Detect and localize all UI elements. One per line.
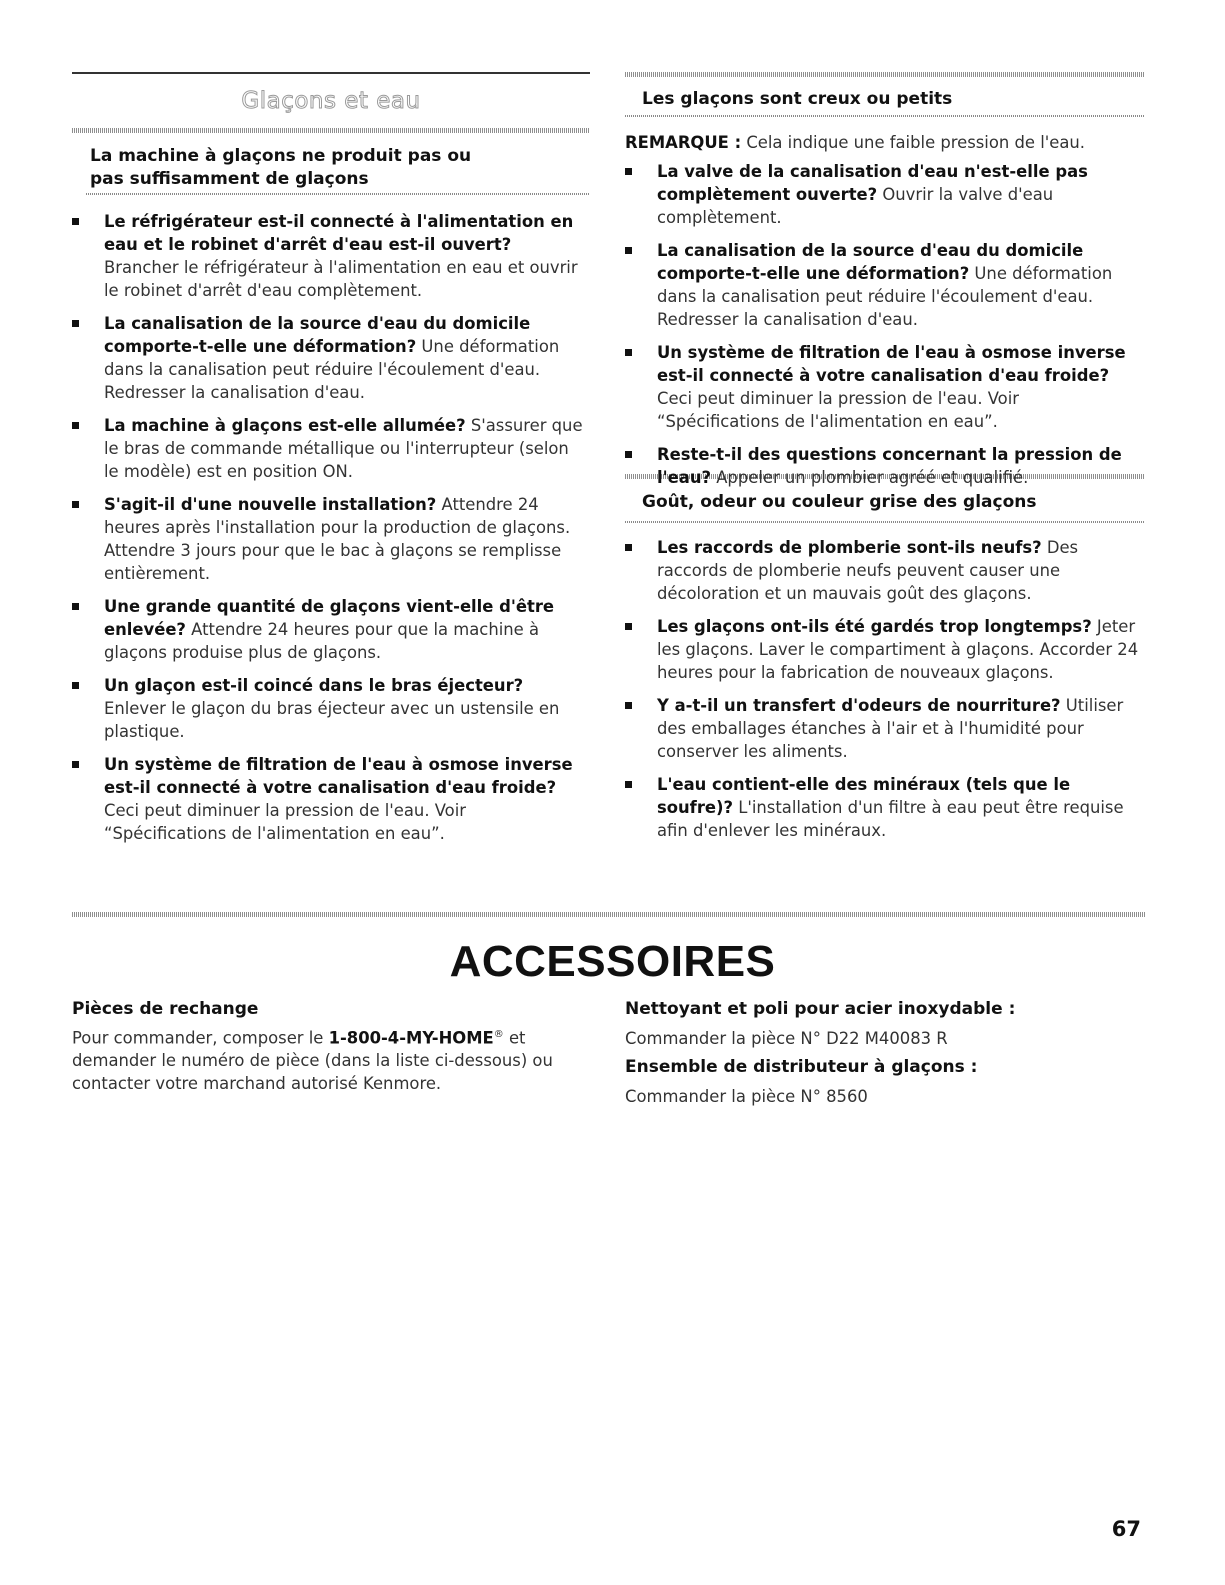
cleaner-part: Commander la pièce N° D22 M40083 R [625, 1029, 948, 1048]
list-item: Le réfrigérateur est-il connecté à l'alimentation en eau et le robinet d'arrêt d'eau est-il ouvert? Brancher le réfrigérateur à l'alimentation en eau et ouvrir le robinet d'arrêt d'eau complètement. [72, 210, 587, 302]
bullet-icon [72, 682, 79, 689]
list-item: Une grande quantité de glaçons vient-elle d'être enlevée? Attendre 24 heures pour que la machine à glaçons produise plus de glaçons. [72, 595, 587, 664]
bullet-icon [625, 168, 632, 175]
parts-list [625, 998, 1145, 1108]
section-title: Glaçons et eau [241, 88, 421, 114]
bullet-icon [625, 702, 632, 709]
list-item: Un système de filtration de l'eau à osmose inverse est-il connecté à votre canalisation d'eau froide? Ceci peut diminuer la pression de l'eau. Voir “Spécifications de l'alimentation en eau”. [625, 341, 1145, 433]
subhead-rule-left [86, 193, 590, 195]
list-item: Les raccords de plomberie sont-ils neufs? Des raccords de plomberie neufs peuvent causer une décoloration et un mauvais goût des glaçons. [625, 536, 1145, 605]
subhead-icemaker: La machine à glaçons ne produit pas ou pas suffisamment de glaçons [90, 146, 472, 189]
subhead-rule-right-1 [625, 115, 1145, 117]
top-rule-left [72, 72, 590, 74]
accessories-rule [72, 912, 1145, 917]
left-list [72, 210, 587, 855]
list-item: La valve de la canalisation d'eau n'est-elle pas complètement ouverte? Ouvrir la valve d'eau complètement. [625, 160, 1145, 229]
dispenser-part: Commander la pièce N° 8560 [625, 1087, 868, 1106]
list-item: Un système de filtration de l'eau à osmose inverse est-il connecté à votre canalisation d'eau froide? Ceci peut diminuer la pression de l'eau. Voir “Spécifications de l'alimentation en eau”. [72, 753, 587, 845]
page-number: 67 [1111, 1517, 1141, 1541]
bullet-icon [625, 451, 632, 458]
dispenser-heading: Ensemble de distributeur à glaçons : [625, 1057, 978, 1077]
list-item: Un glaçon est-il coincé dans le bras éjecteur? Enlever le glaçon du bras éjecteur avec un ustensile en plastique. [72, 674, 587, 743]
bullet-icon [72, 422, 79, 429]
bullet-icon [625, 544, 632, 551]
section-title-rule [72, 128, 590, 133]
list-item: Reste-t-il des questions concernant la pression de l'eau? Appeler un plombier agréé et qualifié. [625, 443, 1145, 489]
remark: REMARQUE : Cela indique une faible pression de l'eau. [625, 133, 1085, 152]
bullet-icon [72, 761, 79, 768]
bullet-icon [72, 501, 79, 508]
bullet-icon [72, 218, 79, 225]
phone-number: 1-800-4-MY-HOME [328, 1028, 494, 1048]
bullet-icon [625, 349, 632, 356]
bullet-icon [625, 623, 632, 630]
list-item: La canalisation de la source d'eau du domicile comporte-t-elle une déformation? Une déformation dans la canalisation peut réduire l'écoulement d'eau. Redresser la canalisation d'eau. [625, 239, 1145, 331]
list-item: La canalisation de la source d'eau du domicile comporte-t-elle une déformation? Une déformation dans la canalisation peut réduire l'écoulement d'eau. Redresser la canalisation d'eau. [72, 312, 587, 404]
top-rule-right [625, 72, 1145, 77]
right-list-2 [625, 536, 1145, 852]
list-item: S'agit-il d'une nouvelle installation? Attendre 24 heures après l'installation pour la production de glaçons. Attendre 3 jours pour que le bac à glaçons se remplisse entièrement. [72, 493, 587, 585]
bullet-icon [72, 603, 79, 610]
list-item: L'eau contient-elle des minéraux (tels que le soufre)? L'installation d'un filtre à eau peut être requise afin d'enlever les minéraux. [625, 773, 1145, 842]
parts-heading: Pièces de rechange [72, 999, 259, 1019]
cleaner-heading: Nettoyant et poli pour acier inoxydable : [625, 999, 1016, 1019]
parts-text: Pour commander, composer le 1-800-4-MY-HOME® et demander le numéro de pièce (dans la liste ci-dessous) ou contacter votre marchand autorisé Kenmore. [72, 1028, 553, 1094]
parts-block [72, 998, 572, 1095]
list-item: Y a-t-il un transfert d'odeurs de nourriture? Utiliser des emballages étanches à l'air et à l'humidité pour conserver les aliments. [625, 694, 1145, 763]
subhead-taste-odor: Goût, odeur ou couleur grise des glaçons [642, 492, 1037, 512]
list-item: Les glaçons ont-ils été gardés trop longtemps? Jeter les glaçons. Laver le compartiment à glaçons. Accorder 24 heures pour la fabrication de nouveaux glaçons. [625, 615, 1145, 684]
subhead-hollow-cubes: Les glaçons sont creux ou petits [642, 89, 953, 109]
bullet-icon [625, 781, 632, 788]
accessories-title: ACCESSOIRES [449, 937, 776, 986]
list-item: La machine à glaçons est-elle allumée? S'assurer que le bras de commande métallique ou l'interrupteur (selon le modèle) est en position ON. [72, 414, 587, 483]
right-list-1 [625, 160, 1145, 499]
subhead-rule-right-2 [625, 521, 1145, 523]
bullet-icon [625, 247, 632, 254]
bullet-icon [72, 320, 79, 327]
